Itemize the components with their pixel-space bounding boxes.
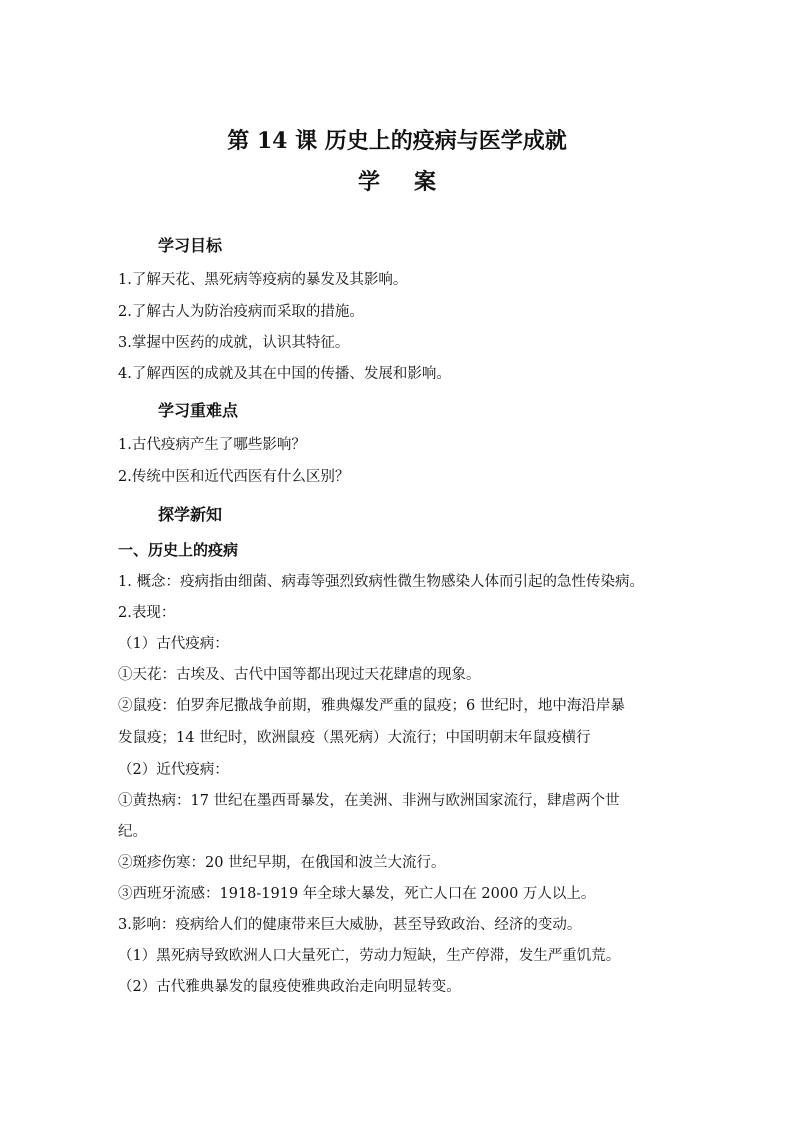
page-title: 第 14 课 历史上的疫病与医学成就 bbox=[227, 128, 567, 154]
explore-heading: 探学新知 bbox=[158, 505, 223, 524]
body-line: ①黄热病：17 世纪在墨西哥暴发，在美洲、非洲与欧洲国家流行，肆虐两个世 bbox=[118, 793, 620, 809]
body-line: ②鼠疫：伯罗奔尼撒战争前期，雅典爆发严重的鼠疫；6 世纪时，地中海沿岸暴 bbox=[118, 698, 625, 714]
body-line: 发鼠疫；14 世纪时，欧洲鼠疫（黑死病）大流行；中国明朝末年鼠疫横行 bbox=[118, 730, 591, 746]
objectives-heading: 学习目标 bbox=[158, 236, 223, 255]
body-line: 2.表现： bbox=[118, 605, 176, 621]
key-point-item: 2.传统中医和近代西医有什么区别？ bbox=[118, 469, 350, 485]
body-line: （1）古代疫病： bbox=[118, 636, 229, 652]
body-line: ①天花：古埃及、古代中国等都出现过天花肆虐的现象。 bbox=[118, 667, 481, 683]
body-line: （2）古代雅典暴发的鼠疫使雅典政治走向明显转变。 bbox=[118, 979, 461, 995]
objective-item: 3.掌握中医药的成就，认识其特征。 bbox=[118, 335, 350, 351]
body-line: （2）近代疫病： bbox=[118, 762, 229, 778]
key-points-heading: 学习重难点 bbox=[158, 401, 239, 420]
objective-item: 1.了解天花、黑死病等疫病的暴发及其影响。 bbox=[118, 272, 408, 288]
body-line: 1. 概念：疫病指由细菌、病毒等强烈致病性微生物感染人体而引起的急性传染病。 bbox=[118, 574, 644, 590]
objective-item: 2.了解古人为防治疫病而采取的措施。 bbox=[118, 304, 364, 320]
body-line: （1）黑死病导致欧洲人口大量死亡，劳动力短缺，生产停滞，发生严重饥荒。 bbox=[118, 948, 621, 964]
body-line: 3.影响：疫病给人们的健康带来巨大威胁，甚至导致政治、经济的变动。 bbox=[118, 917, 582, 933]
body-line: 纪。 bbox=[118, 824, 147, 840]
body-line: ③西班牙流感：1918-1919 年全球大暴发，死亡人口在 2000 万人以上。 bbox=[118, 886, 596, 902]
page-subtitle: 学案 bbox=[357, 169, 470, 195]
body-line: ②斑疹伤寒：20 世纪早期，在俄国和波兰大流行。 bbox=[118, 855, 446, 871]
objective-item: 4.了解西医的成就及其在中国的传播、发展和影响。 bbox=[118, 366, 451, 382]
part1-heading: 一、历史上的疫病 bbox=[118, 541, 239, 559]
key-point-item: 1.古代疫病产生了哪些影响？ bbox=[118, 437, 306, 453]
